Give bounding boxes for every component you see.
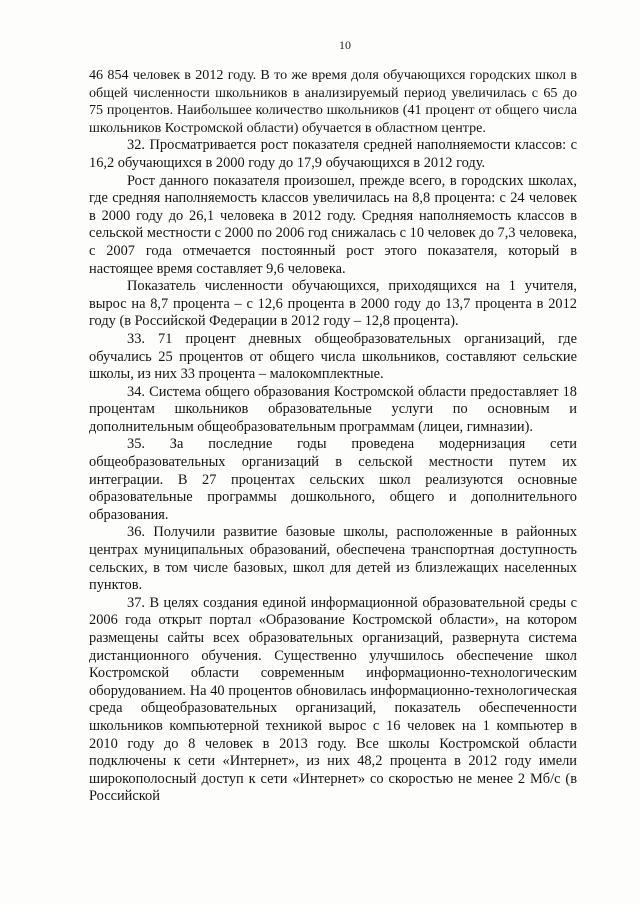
paragraph-continuation: 46 854 человек в 2012 году. В то же время доля обучающихся городских школ в общей численности школьников в анализируемый период увеличилась с 65 до 75 процентов. Наибольшее количество школьников (41 процент от общего числа школьников Костромской области) обучается в областном центре. xyxy=(89,67,577,136)
paragraph-37: 37. В целях создания единой информационной образовательной среды с 2006 года открыт портал «Образование Костромской области», на котором размещены сайты всех образовательных организаций, развернута система дистанционного обучения. Существенно улучшилось обеспечение школ Костромской области современным информационно-технологическим оборудованием. На 40 процентов обновилась информационно-технологическая среда общеобразовательных организаций, показатель обеспеченности школьников компьютерной техникой вырос с 16 человек на 1 компьютер в 2010 году до 8 человек в 2013 году. Все школы Костромской области подключены к сети «Интернет», из них 48,2 процента в 2012 году имели широкополосный доступ к сети «Интернет» со скоростью не менее 2 Мб/с (в Российской xyxy=(89,594,577,805)
page-number: 10 xyxy=(339,38,351,52)
document-body xyxy=(89,67,577,806)
paragraph-35: 35. За последние годы проведена модернизация сети общеобразовательных организаций в сельской местности путем их интеграции. В 27 процентах сельских школ реализуются основные образовательные программы дошкольного, общего и дополнительного образования. xyxy=(89,436,577,523)
paragraph-teacher-ratio: Показатель численности обучающихся, приходящихся на 1 учителя, вырос на 8,7 процента – с 12,6 процента в 2000 году до 13,7 процента в 2012 году (в Российской Федерации в 2012 году – 12,8 процента). xyxy=(89,278,577,330)
paragraph-36: 36. Получили развитие базовые школы, расположенные в районных центрах муниципальных образований, обеспечена транспортная доступность сельских, в том числе базовых, школ для детей из близлежащих населенных пунктов. xyxy=(89,524,577,594)
paragraph-32: 32. Просматривается рост показателя средней наполняемости классов: с 16,2 обучающихся в 2000 году до 17,9 обучающихся в 2012 году. xyxy=(89,137,577,171)
paragraph-33: 33. 71 процент дневных общеобразовательных организаций, где обучались 25 процентов от общего числа школьников, составляют сельские школы, из них 33 процента – малокомплектные. xyxy=(89,330,577,383)
paragraph-34: 34. Система общего образования Костромской области предоставляет 18 процентам школьников образовательные услуги по основным и дополнительным общеобразовательным программам (лицеи, гимназии). xyxy=(89,383,577,435)
paragraph-growth: Рост данного показателя произошел, прежде всего, в городских школах, где средняя наполняемость классов увеличилась на 8,8 процента: с 24 человек в 2000 году до 26,1 человека в 2012 году. Средняя наполняемость классов в сельской местности с 2000 по 2006 год снижалась с 10 человек до 7,3 человека, с 2007 года отмечается постоянный рост этого показателя, который в настоящее время составляет 9,6 человека. xyxy=(89,172,577,277)
